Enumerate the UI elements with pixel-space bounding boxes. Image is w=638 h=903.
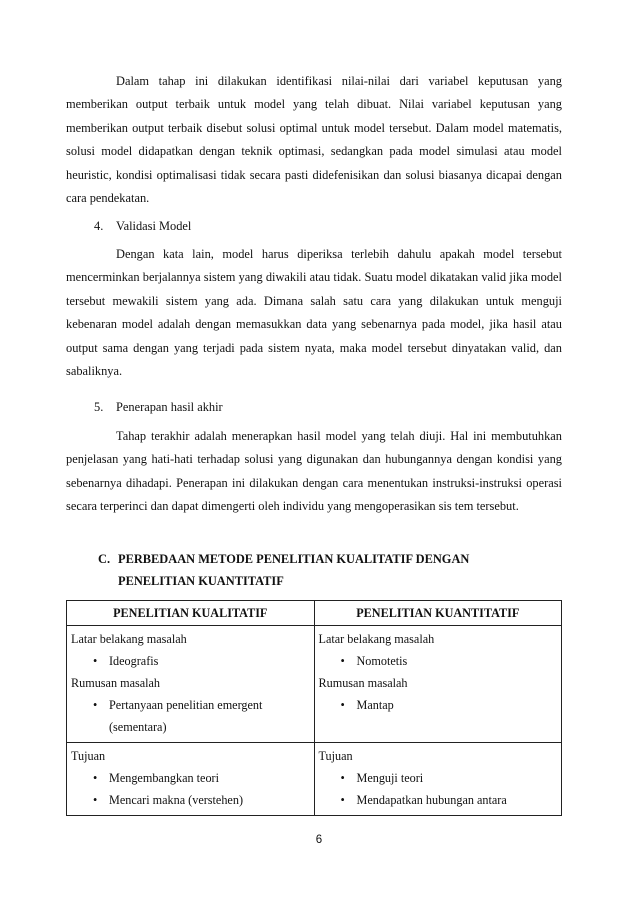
header-kualitatif: PENELITIAN KUALITATIF bbox=[67, 601, 315, 626]
bullet-item: • Pertanyaan penelitian emergent (sementara) bbox=[71, 694, 310, 738]
cell-label: Latar belakang masalah bbox=[318, 632, 435, 646]
cell-label: Rumusan masalah bbox=[318, 676, 408, 690]
section-heading-c bbox=[98, 548, 538, 592]
bullet-icon: • bbox=[93, 698, 98, 712]
list-item-label: Penerapan hasil akhir bbox=[116, 400, 223, 414]
cell-label: Rumusan masalah bbox=[71, 676, 161, 690]
bullet-icon: • bbox=[93, 654, 98, 668]
list-number: 4. bbox=[94, 219, 104, 233]
cell-label: Tujuan bbox=[318, 749, 353, 763]
table-header-row bbox=[67, 601, 562, 626]
bullet-item: • Mengembangkan teori bbox=[71, 767, 310, 789]
bullet-item: • Mendapatkan hubungan antara bbox=[319, 789, 558, 811]
bullet-item: • Menguji teori bbox=[319, 767, 558, 789]
paragraph-validation: Dengan kata lain, model harus diperiksa terlebih dahulu apakah model tersebut mencerminkan berjalannya sistem yang diwakili atau tidak. Suatu model dikatakan valid jika model tersebut mewakili sistem yang ada. Dimana salah satu cara yang dilakukan untuk menguji kebenaran model adalah dengan memasukkan data yang sebenarnya pada model, jika hasil atau output sama dengan yang terjadi pada sistem nyata, maka model tersebut dinyatakan valid, dan sabaliknya. bbox=[66, 247, 562, 379]
bullet-icon: • bbox=[93, 771, 98, 785]
bullet-item: • Mencari makna (verstehen) bbox=[71, 789, 310, 811]
list-number: 5. bbox=[94, 400, 104, 414]
bullet-icon: • bbox=[340, 698, 345, 712]
cell-label: Latar belakang masalah bbox=[71, 632, 187, 646]
bullet-icon: • bbox=[93, 793, 98, 807]
page-number: 6 bbox=[315, 834, 323, 846]
cell-kuantitatif-latar bbox=[314, 626, 562, 743]
cell-label: Tujuan bbox=[71, 749, 106, 763]
section-heading-line2: PENELITIAN KUANTITATIF bbox=[118, 574, 284, 588]
bullet-icon: • bbox=[340, 654, 345, 668]
paragraph-implementation: Tahap terakhir adalah menerapkan hasil model yang telah diuji. Hal ini membutuhkan penjelasan yang hati-hati terhadap solusi yang digunakan dan hubungannya dengan kondisi yang sebenarnya dihadapi. Penerapan ini dilakukan dengan cara menentukan instruksi-instruksi operasi secara terperinci dan dapat dimengerti oleh individu yang mengoperasikan sis tem tersebut. bbox=[66, 429, 562, 514]
list-item-validasi-model bbox=[94, 216, 191, 236]
table-row bbox=[67, 626, 562, 743]
section-heading-line1: PERBEDAAN METODE PENELITIAN KUALITATIF DENGAN bbox=[118, 552, 470, 566]
comparison-table bbox=[66, 600, 562, 816]
list-item-penerapan-hasil-akhir bbox=[94, 397, 223, 417]
cell-kualitatif-tujuan bbox=[67, 743, 315, 816]
bullet-icon: • bbox=[340, 793, 345, 807]
bullet-item: • Mantap bbox=[319, 694, 558, 716]
section-letter: C. bbox=[98, 552, 111, 566]
list-item-label: Validasi Model bbox=[116, 219, 192, 233]
bullet-icon: • bbox=[340, 771, 345, 785]
paragraph-optimization: Dalam tahap ini dilakukan identifikasi nilai-nilai dari variabel keputusan yang memberikan output terbaik untuk model yang telah dibuat. Nilai variabel keputusan yang memberikan output terbaik disebut solusi optimal untuk model tersebut. Dalam model matematis, solusi model didapatkan dengan teknik optimasi, sedangkan pada model simulasi atau model heuristic, kondisi optimalisasi tidak secara pasti didefenisikan dan solusi biasanya dicapai dengan cara pendekatan. bbox=[66, 74, 562, 206]
bullet-item: • Nomotetis bbox=[319, 650, 558, 672]
cell-kuantitatif-tujuan bbox=[314, 743, 562, 816]
table-row bbox=[67, 743, 562, 816]
header-kuantitatif: PENELITIAN KUANTITATIF bbox=[314, 601, 562, 626]
cell-kualitatif-latar bbox=[67, 626, 315, 743]
bullet-item: • Ideografis bbox=[71, 650, 310, 672]
